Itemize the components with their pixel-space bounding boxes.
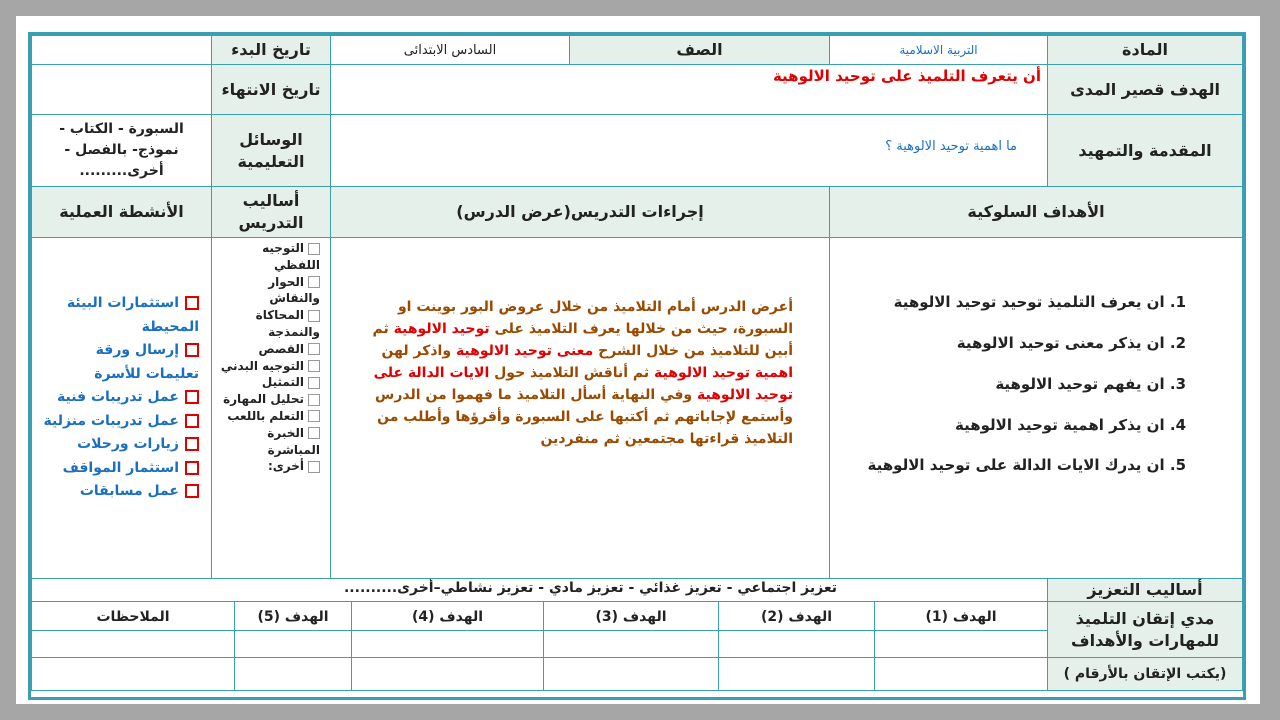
checkbox-icon[interactable] (308, 360, 320, 372)
checkbox-icon[interactable] (308, 343, 320, 355)
aids-value: السبورة - الكتاب - نموذج- بالفصل - أخرى......... (31, 114, 212, 187)
checkbox-icon[interactable] (185, 484, 199, 498)
lesson-plan-table (28, 32, 1246, 700)
behavioral-objective: 2. ان يذكر معنى توحيد الالوهية (956, 334, 1186, 352)
method-item[interactable]: الحوار والنقاش (268, 274, 320, 306)
checkbox-icon[interactable] (185, 296, 199, 310)
procedure-text: ثم أبين للتلاميذ من خلال الشرح (372, 321, 793, 359)
checkbox-icon[interactable] (308, 243, 320, 255)
procedure-highlight: الايات الدالة على توحيد الالوهية (373, 365, 793, 403)
checkbox-icon[interactable] (308, 377, 320, 389)
page-frame (16, 16, 1260, 704)
methods-list (211, 237, 331, 579)
goal-3-score[interactable] (543, 630, 719, 658)
notes-header: الملاحظات (31, 601, 235, 631)
objective-value: أن يتعرف التلميذ على توحيد الالوهية (330, 64, 1048, 115)
procedure-highlight: توحيد الالوهية (393, 321, 490, 337)
reinforcement-value: تعزيز اجتماعي - تعزيز غذائي - تعزيز مادي - تعزيز نشاطي–أخرى.......... (31, 578, 1048, 602)
method-item[interactable]: التوجيه البدني (220, 358, 320, 375)
checkbox-icon[interactable] (308, 394, 320, 406)
procedures-body (330, 237, 830, 579)
subject-value: التربية الاسلامية (829, 35, 1048, 65)
notes-extra[interactable] (31, 657, 235, 691)
procedure-text: وفي النهاية أسأل التلاميذ ما فهموا من الدرس وأستمع لإجاباتهم ثم أكتبها على السبورة وأقرؤها وأطلب من التلاميذ قراءتها مجتمعين ثم منفردين (375, 387, 793, 447)
procedures-header: إجراءات التدريس(عرض الدرس) (330, 186, 830, 238)
activity-item[interactable]: استثمارات البيئة المحيطة (66, 295, 199, 335)
class-value: السادس الابتدائى (330, 35, 570, 65)
activity-item[interactable]: عمل تدريبات منزلية (40, 410, 199, 434)
checkbox-icon[interactable] (185, 390, 199, 404)
behavioral-objective: 5. ان يدرك الايات الدالة على توحيد الالوهية (867, 456, 1186, 474)
checkbox-icon[interactable] (308, 276, 320, 288)
intro-label: المقدمة والتمهيد (1047, 114, 1243, 187)
intro-value: ما اهمية توحيد الالوهية ؟ (330, 114, 1048, 187)
method-item[interactable]: التوجيه اللفظي (262, 241, 320, 272)
class-label: الصف (569, 35, 830, 65)
start-date-value[interactable] (31, 35, 212, 65)
activities-header: الأنشطة العملية (31, 186, 212, 238)
goal-3-extra[interactable] (543, 657, 719, 691)
procedure-highlight: اهمية توحيد الالوهية (654, 365, 793, 381)
goal-1-score[interactable] (874, 630, 1048, 658)
activity-item[interactable]: إرسال ورقة تعليمات للأسرة (94, 342, 199, 382)
method-item[interactable]: التمثيل (220, 374, 320, 391)
activity-item[interactable]: عمل تدريبات فنية (40, 386, 199, 410)
activity-item[interactable]: استثمار المواقف (40, 457, 199, 481)
notes-value[interactable] (31, 630, 235, 658)
goal-1-header: الهدف (1) (874, 601, 1048, 631)
aids-label: الوسائل التعليمية (211, 114, 331, 187)
method-item[interactable]: أخرى: (220, 458, 320, 475)
goal-2-score[interactable] (718, 630, 875, 658)
end-date-label: تاريخ الانتهاء (211, 64, 331, 115)
checkbox-icon[interactable] (185, 461, 199, 475)
checkbox-icon[interactable] (185, 343, 199, 357)
goal-5-header: الهدف (5) (234, 601, 352, 631)
goal-2-extra[interactable] (718, 657, 875, 691)
checkbox-icon[interactable] (185, 414, 199, 428)
goal-5-score[interactable] (234, 630, 352, 658)
goal-4-score[interactable] (351, 630, 544, 658)
behavioral-objective: 3. ان يفهم توحيد الالوهية (995, 375, 1186, 393)
method-item[interactable]: القصص (220, 341, 320, 358)
methods-header: أساليب التدريس (211, 186, 331, 238)
activity-item[interactable]: عمل مسابقات (40, 480, 199, 504)
start-date-label: تاريخ البدء (211, 35, 331, 65)
checkbox-icon[interactable] (308, 310, 320, 322)
goal-2-header: الهدف (2) (718, 601, 875, 631)
activities-list (31, 237, 212, 579)
goal-3-header: الهدف (3) (543, 601, 719, 631)
checkbox-icon[interactable] (308, 427, 320, 439)
procedure-text: واذكر لهن (381, 343, 452, 359)
behavioral-objective: 1. ان يعرف التلميذ توحيد توحيد الالوهية (893, 293, 1186, 311)
behavioral-objectives (829, 237, 1243, 579)
checkbox-icon[interactable] (308, 410, 320, 422)
checkbox-icon[interactable] (185, 437, 199, 451)
mastery-label: مدي إتقان التلميذ للمهارات والأهداف (1047, 601, 1243, 658)
mastery-note: ( يكتب الإتقان بالأرقام) (1047, 657, 1243, 691)
behavioral-objective: 4. ان يذكر اهمية توحيد الالوهية (955, 416, 1186, 434)
behavioral-header: الأهداف السلوكية (829, 186, 1243, 238)
procedure-text: ثم أناقش التلاميذ حول (494, 365, 650, 381)
method-item[interactable]: التعلم باللعب (220, 408, 320, 425)
checkbox-icon[interactable] (308, 461, 320, 473)
method-item[interactable]: المحاكاة والنمذجة (255, 308, 320, 339)
method-item[interactable]: تحليل المهارة (220, 391, 320, 408)
subject-label: المادة (1047, 35, 1243, 65)
objective-label: الهدف قصير المدى (1047, 64, 1243, 115)
goal-5-extra[interactable] (234, 657, 352, 691)
procedure-text: أعرض الدرس أمام التلاميذ من خلال عروض البور بوينت او السبورة، حيث من خلالها يعرف التلاميذ على (397, 299, 793, 337)
procedure-highlight: معنى توحيد الالوهية (455, 343, 594, 359)
reinforcement-label: أساليب التعزيز (1047, 578, 1243, 602)
goal-4-extra[interactable] (351, 657, 544, 691)
method-item[interactable]: الخبرة المباشرة (267, 425, 320, 457)
goal-4-header: الهدف (4) (351, 601, 544, 631)
end-date-value[interactable] (31, 64, 212, 115)
activity-item[interactable]: زيارات ورحلات (40, 433, 199, 457)
goal-1-extra[interactable] (874, 657, 1048, 691)
